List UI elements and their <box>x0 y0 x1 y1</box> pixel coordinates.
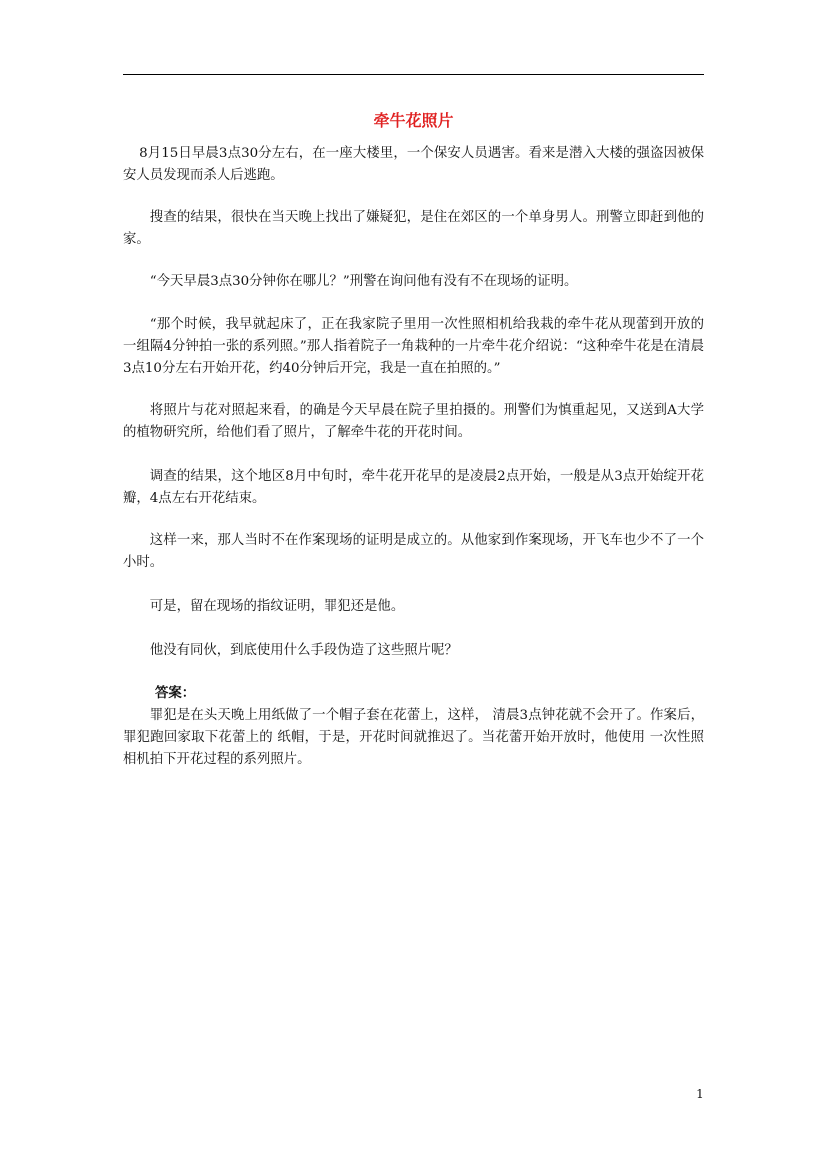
paragraph-9: 他没有同伙，到底使用什么手段伪造了这些照片呢？ <box>149 643 458 658</box>
page-number: 1 <box>696 1087 704 1101</box>
paragraph-5: 将照片与花对照起来看，的确是今天早晨在院子里拍摄的。刑警们为慎重起见，又送到A大学的植物研究所，给他们看了照片，了解牵牛花的开花时间。 <box>123 403 704 440</box>
paragraph-1: 8月15日早晨3点30分左右，在一座大楼里，一个保安人员遇害。看来是潜入大楼的强盗因被保安人员发现而杀人后逃跑。 <box>123 146 704 183</box>
answer-text: 罪犯是在头天晚上用纸做了一个帽子套在花蕾上，这样， 清晨3点钟花就不会开了。作案后，罪犯跑回家取下花蕾上的 纸帽，于是，开花时间就推迟了。当花蕾开始开放时，他使用 一次性照相机拍下开花过程的系列照片。 <box>123 708 704 767</box>
answer-label: 答案： <box>155 686 196 701</box>
paragraph-3: “今天早晨3点30分钟你在哪儿？”刑警在询问他有没有不在现场的证明。 <box>149 274 578 289</box>
paragraph-2: 搜查的结果，很快在当天晚上找出了嫌疑犯，是住在郊区的一个单身男人。刑警立即赶到他的家。 <box>123 210 704 247</box>
paragraph-6: 调查的结果，这个地区8月中旬时，牵牛花开花早的是凌晨2点开始，一般是从3点开始绽开花瓣，4点左右开花结束。 <box>123 469 704 506</box>
paragraph-4: “那个时候，我早就起床了，正在我家院子里用一次性照相机给我栽的牵牛花从现蕾到开放的一组隔4分钟拍一张的系列照。”那人指着院子一角栽种的一片牵牛花介绍说：“这种牵牛花是在清晨3点10分左右开始开花，约40分钟后开完，我是一直在拍照的。” <box>123 317 704 376</box>
document-title: 牵牛花照片 <box>373 111 454 130</box>
paragraph-8: 可是，留在现场的指纹证明，罪犯还是他。 <box>149 599 405 614</box>
paragraph-7: 这样一来，那人当时不在作案现场的证明是成立的。从他家到作案现场，开飞车也少不了一个小时。 <box>123 533 704 570</box>
header-rule <box>123 74 704 75</box>
